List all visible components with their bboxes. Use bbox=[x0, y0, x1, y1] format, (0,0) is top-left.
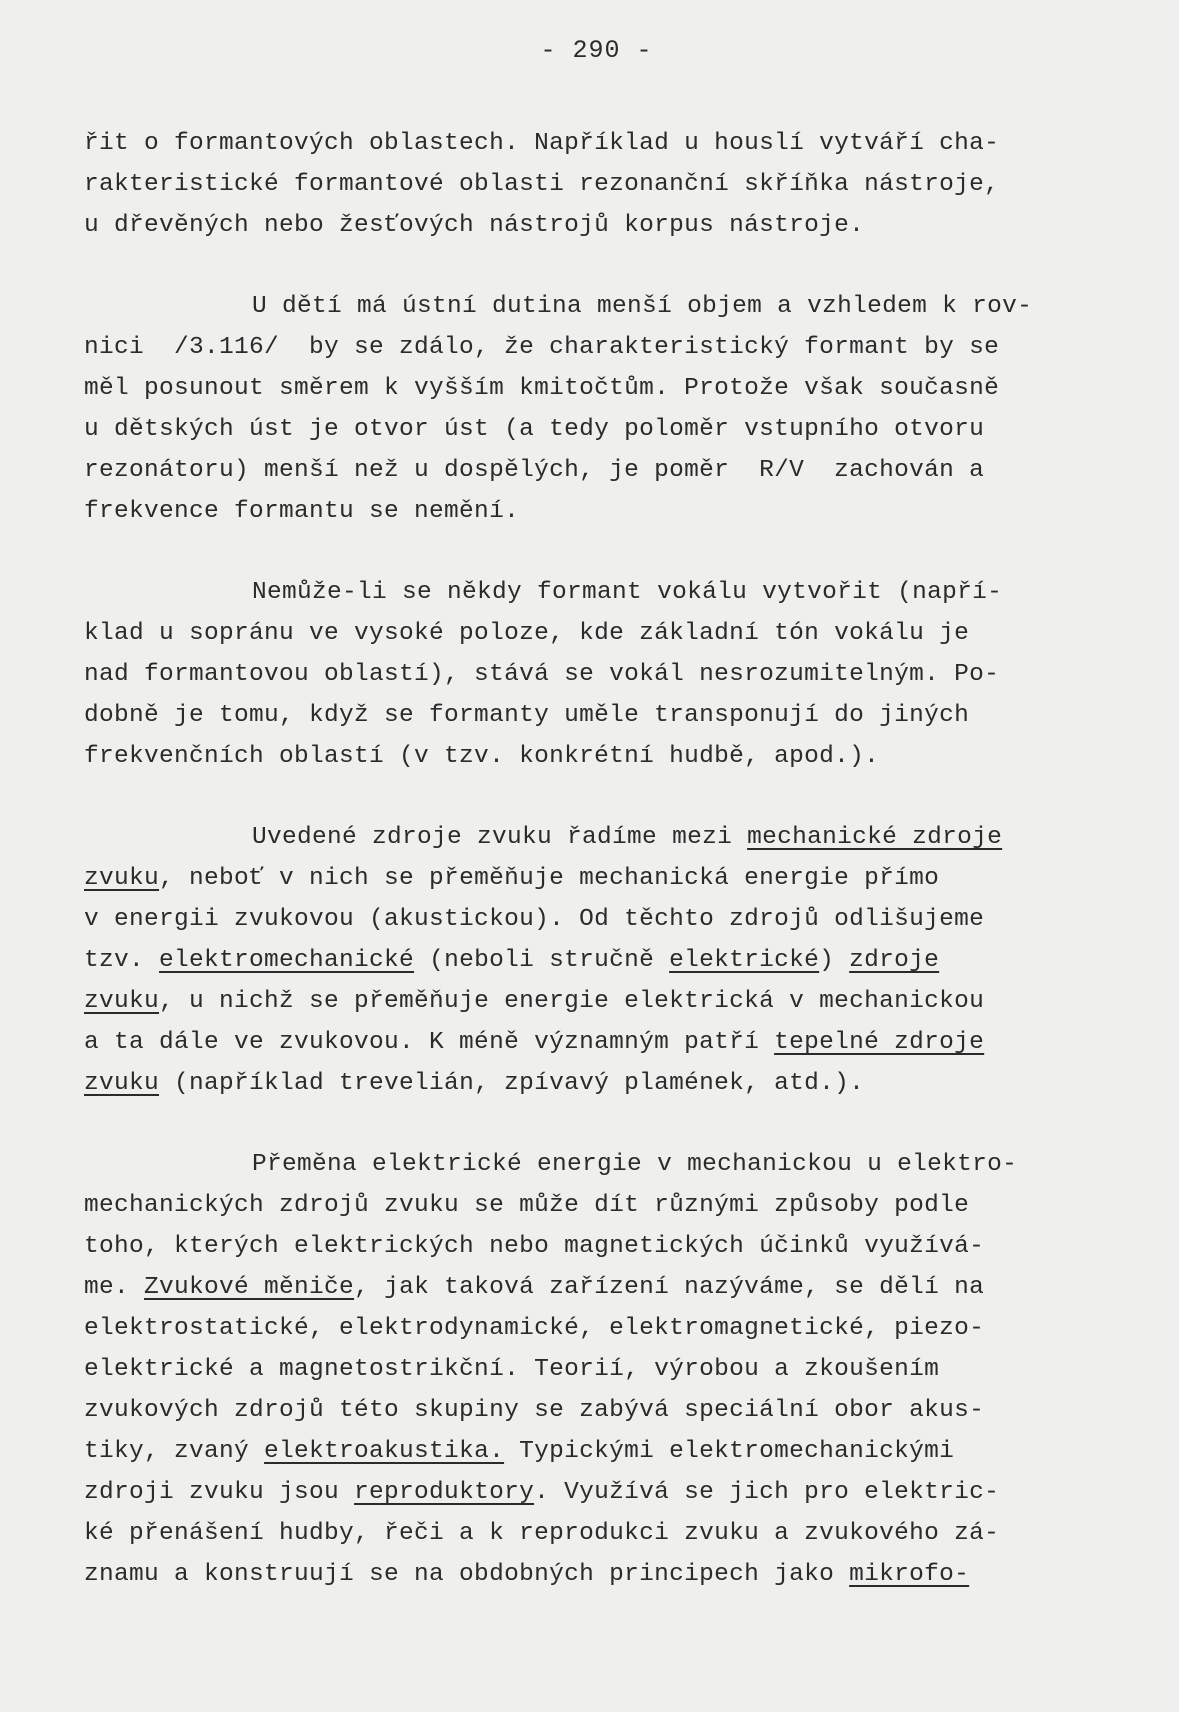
text-line bbox=[84, 491, 1099, 532]
text-line bbox=[84, 286, 1099, 327]
text-line bbox=[84, 327, 1099, 368]
text-segment: (například trevelián, zpívavý plamének, atd.). bbox=[159, 1070, 865, 1097]
text-segment: , jak taková zařízení nazýváme, se dělí na bbox=[354, 1274, 985, 1301]
text-line bbox=[84, 1226, 1099, 1267]
underlined-term: tepelné zdroje bbox=[774, 1029, 985, 1056]
text-segment: tiky, zvaný bbox=[84, 1438, 265, 1465]
text-line bbox=[84, 1063, 1099, 1104]
text-line bbox=[84, 409, 1099, 450]
underlined-term: elektromechanické bbox=[159, 947, 415, 974]
paragraph bbox=[84, 123, 1099, 246]
text-segment: zvukových zdrojů této skupiny se zabývá speciální obor akus- bbox=[84, 1397, 985, 1424]
page-number: - 290 - bbox=[540, 36, 653, 65]
text-line bbox=[84, 1472, 1099, 1513]
text-segment: měl posunout směrem k vyšším kmitočtům. Protože však současně bbox=[84, 375, 1000, 402]
text-line bbox=[84, 450, 1099, 491]
text-line bbox=[84, 613, 1099, 654]
text-line bbox=[84, 123, 1099, 164]
text-segment: a ta dále ve zvukovou. K méně významným patří bbox=[84, 1029, 775, 1056]
text-segment: tzv. bbox=[84, 947, 160, 974]
text-line bbox=[84, 695, 1099, 736]
text-segment: . Využívá se jich pro elektric- bbox=[534, 1479, 1000, 1506]
text-segment: u dětských úst je otvor úst (a tedy poloměr vstupního otvoru bbox=[84, 416, 985, 443]
underlined-term: mikrofo- bbox=[849, 1561, 970, 1588]
text-segment: Uvedené zdroje zvuku řadíme mezi bbox=[252, 824, 748, 851]
underlined-term: Zvukové měniče bbox=[144, 1274, 355, 1301]
paragraph bbox=[84, 1144, 1099, 1595]
text-line bbox=[84, 1308, 1099, 1349]
text-line bbox=[84, 858, 1099, 899]
text-segment: elektrostatické, elektrodynamické, elektromagnetické, piezo- bbox=[84, 1315, 985, 1342]
underlined-term: mechanické zdroje bbox=[747, 824, 1003, 851]
text-segment: ) bbox=[819, 947, 850, 974]
underlined-term: zvuku bbox=[84, 1070, 160, 1097]
text-segment: U dětí má ústní dutina menší objem a vzhledem k rov- bbox=[252, 293, 1033, 320]
text-segment: nad formantovou oblastí), stává se vokál nesrozumitelným. Po- bbox=[84, 661, 1000, 688]
text-line bbox=[84, 940, 1099, 981]
paragraph bbox=[84, 817, 1099, 1104]
text-segment: (neboli stručně bbox=[414, 947, 670, 974]
text-line bbox=[84, 1513, 1099, 1554]
text-line bbox=[84, 205, 1099, 246]
text-segment: Nemůže-li se někdy formant vokálu vytvořit (napří- bbox=[252, 579, 1003, 606]
text-line bbox=[84, 1267, 1099, 1308]
text-segment: , u nichž se přeměňuje energie elektrická v mechanickou bbox=[159, 988, 985, 1015]
text-segment: rakteristické formantové oblasti rezonanční skříňka nástroje, bbox=[84, 171, 1000, 198]
text-segment: klad u sopránu ve vysoké poloze, kde základní tón vokálu je bbox=[84, 620, 970, 647]
text-segment: nici /3.116/ by se zdálo, že charakteristický formant by se bbox=[84, 334, 1000, 361]
underlined-term: zvuku bbox=[84, 988, 160, 1015]
text-line bbox=[84, 736, 1099, 777]
text-segment: Přeměna elektrické energie v mechanickou u elektro- bbox=[252, 1151, 1018, 1178]
underlined-term: zvuku bbox=[84, 865, 160, 892]
text-segment: elektrické a magnetostrikční. Teorií, výrobou a zkoušením bbox=[84, 1356, 940, 1383]
paragraph bbox=[84, 572, 1099, 777]
text-line bbox=[84, 1349, 1099, 1390]
text-line bbox=[84, 899, 1099, 940]
text-segment: zdroji zvuku jsou bbox=[84, 1479, 355, 1506]
text-segment: frekvence formantu se nemění. bbox=[84, 498, 520, 525]
text-segment: řit o formantových oblastech. Například u houslí vytváří cha- bbox=[84, 130, 1000, 157]
text-line bbox=[84, 572, 1099, 613]
text-line bbox=[84, 1431, 1099, 1472]
body-text bbox=[84, 123, 1099, 1595]
text-line bbox=[84, 1185, 1099, 1226]
text-segment: znamu a konstruují se na obdobných principech jako bbox=[84, 1561, 850, 1588]
text-line bbox=[84, 654, 1099, 695]
text-segment: rezonátoru) menší než u dospělých, je poměr R/V zachován a bbox=[84, 457, 985, 484]
text-line bbox=[84, 1144, 1099, 1185]
text-line bbox=[84, 368, 1099, 409]
underlined-term: zdroje bbox=[849, 947, 940, 974]
underlined-term: reproduktory bbox=[354, 1479, 535, 1506]
text-line bbox=[84, 1554, 1099, 1595]
text-line bbox=[84, 1022, 1099, 1063]
text-line bbox=[84, 817, 1099, 858]
text-segment: ké přenášení hudby, řeči a k reprodukci zvuku a zvukového zá- bbox=[84, 1520, 1000, 1547]
text-segment: , neboť v nich se přeměňuje mechanická energie přímo bbox=[159, 865, 940, 892]
text-segment: u dřevěných nebo žesťových nástrojů korpus nástroje. bbox=[84, 212, 865, 239]
text-segment: me. bbox=[84, 1274, 145, 1301]
text-segment: toho, kterých elektrických nebo magnetických účinků využívá- bbox=[84, 1233, 985, 1260]
text-line bbox=[84, 164, 1099, 205]
text-line bbox=[84, 1390, 1099, 1431]
paragraph bbox=[84, 286, 1099, 532]
text-segment: dobně je tomu, když se formanty uměle transponují do jiných bbox=[84, 702, 970, 729]
text-segment: Typickými elektromechanickými bbox=[504, 1438, 955, 1465]
text-segment: v energii zvukovou (akustickou). Od těchto zdrojů odlišujeme bbox=[84, 906, 985, 933]
underlined-term: elektrické bbox=[669, 947, 820, 974]
underlined-term: elektroakustika. bbox=[264, 1438, 505, 1465]
text-segment: mechanických zdrojů zvuku se může dít různými způsoby podle bbox=[84, 1192, 970, 1219]
text-segment: frekvenčních oblastí (v tzv. konkrétní hudbě, apod.). bbox=[84, 743, 880, 770]
text-line bbox=[84, 981, 1099, 1022]
